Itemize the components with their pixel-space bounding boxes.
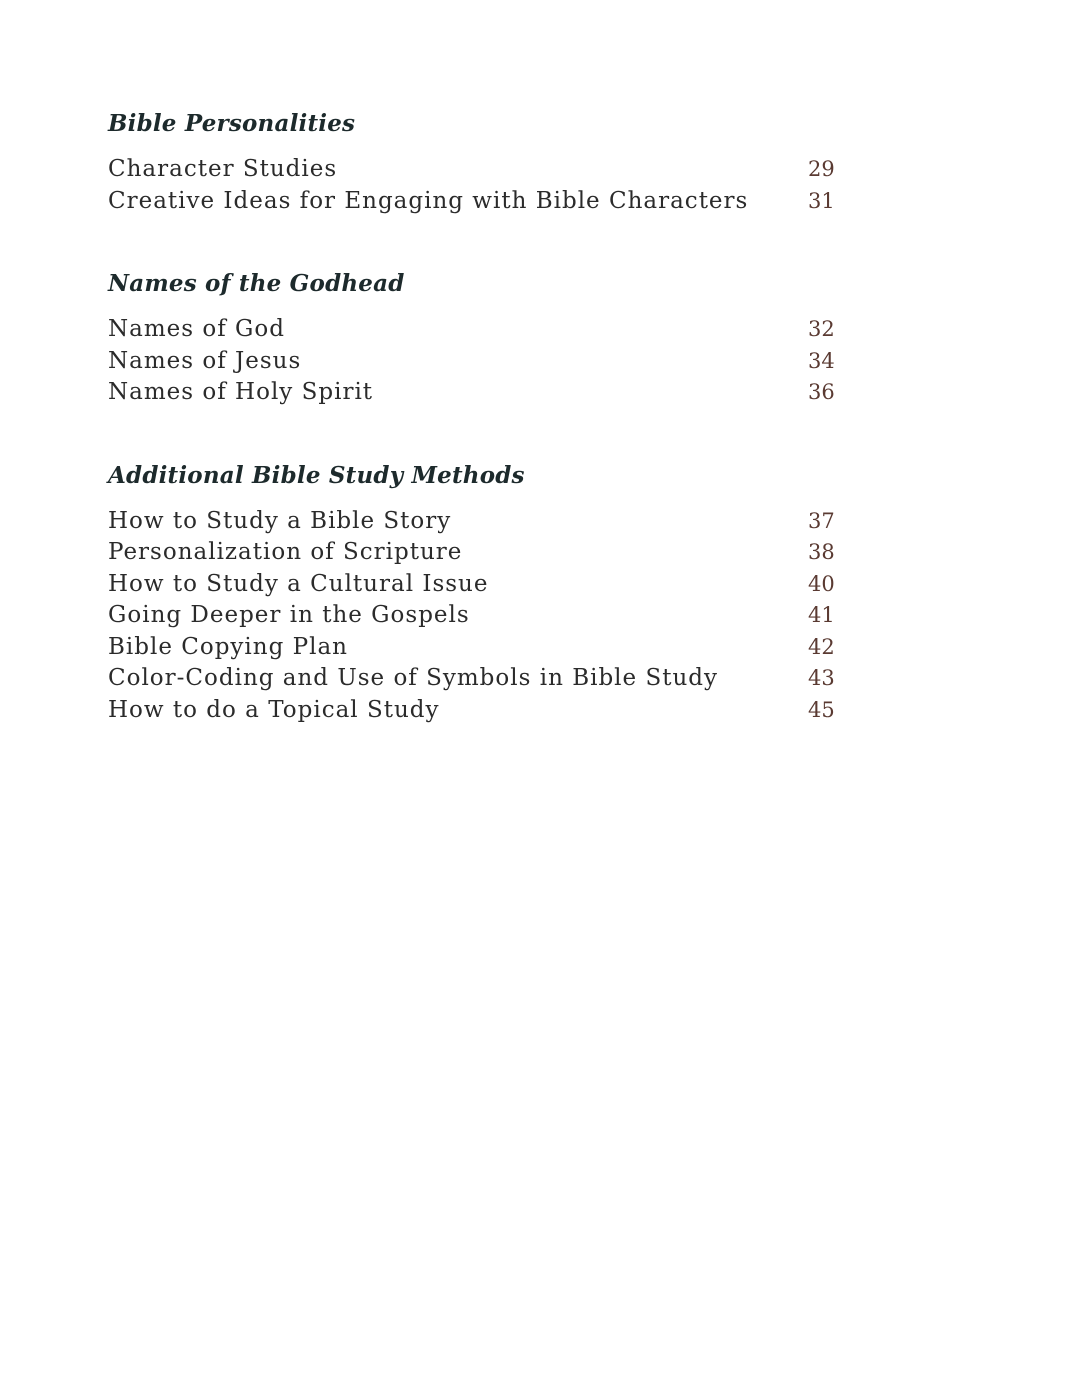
entry-page-number: 42 — [808, 634, 835, 659]
toc-entry[interactable] — [108, 186, 848, 218]
section-title: Names of the Godhead — [108, 270, 405, 297]
entry-page-number: 32 — [808, 317, 835, 341]
entry-page-number: 43 — [808, 666, 835, 690]
toc-entry[interactable] — [108, 600, 848, 632]
entry-label: How to Study a Bible Story — [108, 507, 452, 534]
section-title: Bible Personalities — [108, 110, 356, 137]
entry-label: Creative Ideas for Engaging with Bible Characters — [108, 187, 749, 214]
entry-page-number: 37 — [808, 508, 835, 533]
entry-page-number: 41 — [808, 603, 835, 627]
entry-label: Names of Jesus — [108, 347, 302, 374]
entry-label: Names of Holy Spirit — [108, 379, 374, 405]
entry-page-number: 38 — [808, 540, 835, 564]
toc-entry[interactable] — [108, 377, 848, 409]
entry-label: Bible Copying Plan — [108, 633, 348, 660]
toc-entry[interactable] — [108, 569, 848, 601]
entry-page-number: 34 — [808, 348, 835, 373]
entry-label: Color-Coding and Use of Symbols in Bible Study — [108, 665, 718, 691]
entry-page-number: 31 — [808, 188, 835, 213]
toc-section-names-of-the-godhead — [108, 268, 848, 409]
section-title: Additional Bible Study Methods — [108, 461, 525, 489]
table-of-contents — [108, 108, 848, 777]
toc-entry[interactable] — [108, 506, 848, 538]
toc-entry[interactable] — [108, 632, 848, 664]
toc-entry[interactable] — [108, 346, 848, 378]
toc-entry[interactable] — [108, 663, 848, 695]
entry-page-number: 36 — [808, 380, 835, 404]
entry-page-number: 40 — [808, 571, 835, 596]
entry-page-number: 45 — [808, 697, 835, 722]
entry-label: How to do a Topical Study — [108, 696, 440, 723]
entry-page-number: 29 — [808, 157, 835, 181]
entry-label: Going Deeper in the Gospels — [108, 602, 470, 628]
entry-label: Personalization of Scripture — [108, 539, 463, 565]
toc-entry[interactable] — [108, 695, 848, 727]
entry-label: Character Studies — [108, 156, 338, 182]
toc-entry[interactable] — [108, 154, 848, 186]
entry-label: How to Study a Cultural Issue — [108, 570, 489, 597]
toc-section-additional-bible-study-methods — [108, 460, 848, 727]
entry-label: Names of God — [108, 316, 285, 342]
toc-entry[interactable] — [108, 537, 848, 569]
toc-section-bible-personalities — [108, 108, 848, 217]
toc-entry[interactable] — [108, 314, 848, 346]
